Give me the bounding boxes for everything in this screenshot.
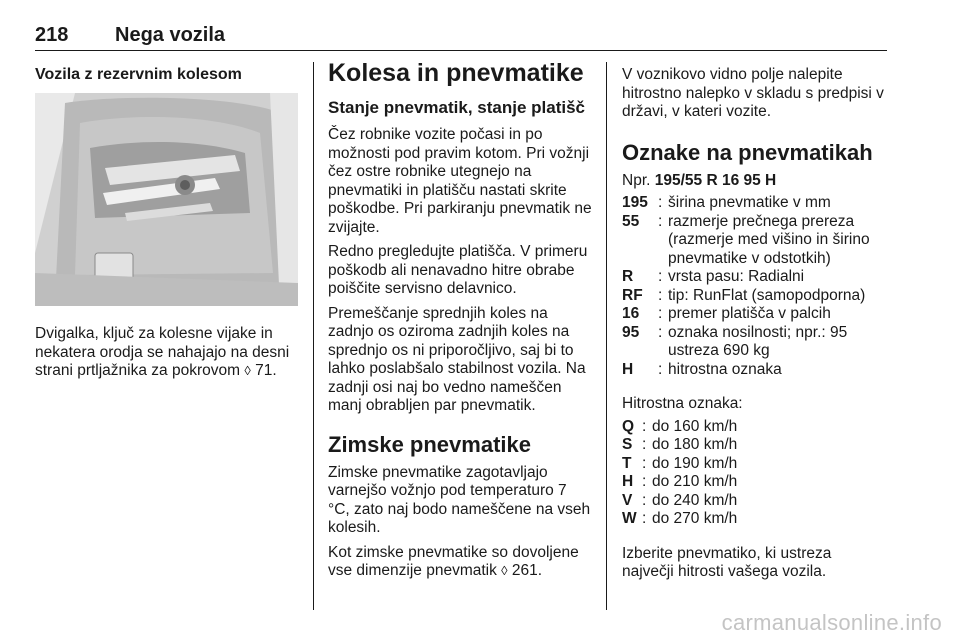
tire-marking-list xyxy=(622,194,886,379)
trunk-tools-illustration xyxy=(35,93,298,306)
section-heading: Vozila z rezervnim kolesom xyxy=(35,66,242,83)
column-middle xyxy=(328,58,592,587)
list-item: H : hitrostna oznaka xyxy=(622,360,782,378)
paragraph xyxy=(328,544,592,581)
list-item: R : vrsta pasu: Radialni xyxy=(622,268,805,285)
list-item: T : do 190 km/h xyxy=(622,454,738,472)
section-title: Oznake na pnevmatikah xyxy=(622,139,873,165)
section-title: Kolesa in pnevmatike xyxy=(328,59,584,87)
chapter-title: Nega vozila xyxy=(115,24,226,46)
figure-caption xyxy=(35,325,298,381)
paragraph: Čez robnike vozite počasi in po možnosti pod pravim kotom. Pri vožnji čez ostre robnike utegnejo na pnevmatiki in platišču nastati skrite poškodbe. Pri parkiranju pnevmatik ne zvijajte. xyxy=(328,126,592,236)
paragraph-text: Kot zimske pnevmatike so dovoljene vse dimenzije pnevmatik xyxy=(328,543,579,579)
section-title: Zimske pnevmatike xyxy=(328,431,531,457)
list-item: 55 : razmerje prečnega prereza (razmerje med višino in širino pnevmatike v odstotkih) xyxy=(622,212,870,267)
page-header xyxy=(35,24,887,51)
paragraph: Redno pregledujte platišča. V primeru poškodb ali nenavadno hitre obrabe poiščite servisno delavnico. xyxy=(328,243,588,297)
list-item: 95 : oznaka nosilnosti; npr.: 95 ustreza 690 kg xyxy=(622,323,848,359)
paragraph: Izberite pnevmatiko, ki ustreza največji hitrosti vašega vozila. xyxy=(622,544,832,580)
list-item: RF : tip: RunFlat (samopodporna) xyxy=(622,286,866,304)
watermark: carmanualsonline.info xyxy=(721,610,942,635)
column-divider xyxy=(606,62,607,610)
reference-arrow-icon: ◊ xyxy=(244,363,251,378)
paragraph: V voznikovo vidno polje nalepite hitrostno nalepko v skladu s predpisi v državi, v kateri vozite. xyxy=(622,66,884,120)
reference-arrow-icon: ◊ xyxy=(501,563,508,578)
paragraph: Premeščanje sprednjih koles na zadnjo os oziroma zadnjih koles na sprednjo os ni priporočljivo, saj bi to lahko poslabšalo stabilnost vozila. Na zadnji osi naj bo vedno nameščen manj obrabljen par pnevmatik. xyxy=(328,304,586,414)
list-item: S : do 180 km/h xyxy=(622,436,738,453)
list-item: 195 : širina pnevmatike v mm xyxy=(622,194,831,211)
column-divider xyxy=(313,62,314,610)
caption-text: Dvigalka, ključ za kolesne vijake in nekatera orodja se nahajajo na desni strani prtljažnika za pokrovom xyxy=(35,325,290,379)
paragraph: Zimske pnevmatike zagotavljajo varnejšo vožnjo pod temperaturo 7 °C, zato naj bodo nameščene na vseh kolesih. xyxy=(328,463,591,536)
page-number: 218 xyxy=(35,24,69,46)
example-prefix: Npr. xyxy=(622,171,655,189)
list-item: W : do 270 km/h xyxy=(622,510,738,527)
list-item: H : do 210 km/h xyxy=(622,473,738,490)
speed-label: Hitrostna oznaka: xyxy=(622,395,743,412)
list-item: 16 : premer platišča v palcih xyxy=(622,305,831,322)
example-line xyxy=(622,172,886,191)
column-right xyxy=(622,58,886,588)
speed-rating-list xyxy=(622,418,886,529)
example-value: 195/55 R 16 95 H xyxy=(654,171,777,189)
list-item: V : do 240 km/h xyxy=(622,491,738,509)
subsection-title: Stanje pnevmatik, stanje platišč xyxy=(328,98,585,117)
list-item: Q : do 160 km/h xyxy=(622,417,738,435)
column-left xyxy=(35,58,298,387)
caption-ref[interactable]: 71. xyxy=(250,362,277,379)
paragraph-ref[interactable]: 261. xyxy=(507,562,543,579)
